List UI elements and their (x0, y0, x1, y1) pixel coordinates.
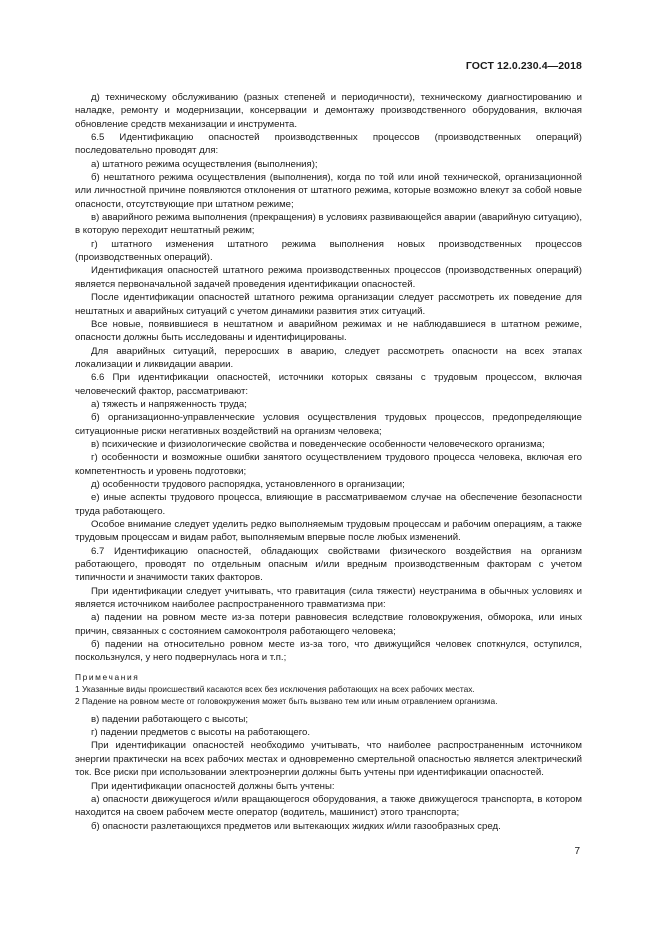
list-item: б) опасности разлетающихся предметов или вытекающих жидких и/или газообразных сред. (91, 820, 501, 832)
list-item: в) аварийного режима выполнения (прекращения) в условиях развивающейся аварии (аварийную ситуацию), в которую переходит нештатный режим; (75, 212, 582, 237)
paragraph: После идентификации опасностей штатного режима организации следует рассмотреть их поведение для нештатных и аварийных ситуаций с учетом динамики развития этих ситуаций. (75, 292, 582, 317)
list-item: в) падении работающего с высоты; (91, 713, 249, 725)
paragraph: 6.7 Идентификацию опасностей, обладающих свойствами физического воздействия на организм работающего, проводят по отдельным опасным и/или вредным производственным факторам с учетом типичности и значимости таких факторов. (75, 545, 582, 584)
list-item: в) психические и физиологические свойства и поведенческие особенности человеческого организма; (91, 438, 545, 450)
paragraph: Идентификация опасностей штатного режима производственных процессов (производственных операций) является первоначальной задачей проведения идентификации опасностей. (75, 265, 582, 290)
list-item: а) опасности движущегося и/или вращающегося оборудования, а также движущегося транспорта, в котором находится на своем рабочем месте оператор (водитель, машинист) этого транспорта; (75, 793, 582, 819)
list-item: б) нештатного режима осуществления (выполнения), когда по той или иной технической, организационной или личностной причине появляются отклонения от штатного режима, которые возможно влекут за собой новые опасности, отсутствующие при штатном режиме; (75, 172, 582, 210)
list-item: б) организационно-управленческие условия осуществления трудовых процессов, предопределяющие ситуационные риски негативных воздействий на организм человека; (75, 412, 582, 437)
document-body (75, 91, 582, 833)
list-item: д) особенности трудового распорядка, установленного в организации; (91, 478, 405, 490)
notes-block (75, 671, 582, 707)
document-code-header: ГОСТ 12.0.230.4—2018 (465, 60, 582, 72)
paragraph: Все новые, появившиеся в нештатном и аварийном режимах и не наблюдавшиеся в штатном режиме, опасности должны быть исследованы и идентифицированы. (75, 318, 582, 344)
note-item: 1 Указанные виды происшествий касаются всех без исключения работающих на всех рабочих местах. (75, 683, 475, 694)
paragraph: Особое внимание следует уделить редко выполняемым трудовым процессам и рабочим операциям, а также трудовым процессам и видам работ, выполняемым впервые после любых изменений. (75, 519, 582, 544)
paragraph: 6.6 При идентификации опасностей, источники которых связаны с трудовым процессом, включая человеческий фактор, рассматривают: (75, 372, 582, 397)
list-item: г) штатного изменения штатного режима выполнения новых производственных процессов (производственных операций). (75, 238, 582, 264)
list-item: г) падении предметов с высоты на работающего. (91, 727, 311, 739)
paragraph: При идентификации опасностей должны быть учтены: (91, 780, 335, 792)
note-item: 2 Падение на ровном месте от головокружения может быть вызвано тем или иным отравлением организма. (75, 695, 498, 706)
notes-title: Примечания (75, 671, 140, 682)
list-item: б) падении на относительно ровном месте из-за того, что движущийся человек споткнулся, оступился, поскользнулся, у него подвернулась нога и т.п.; (75, 639, 582, 664)
list-item: а) штатного режима осуществления (выполнения); (91, 158, 318, 170)
page-number: 7 (574, 846, 580, 857)
paragraph: 6.5 Идентификацию опасностей производственных процессов (производственных операций) последовательно проводят для: (75, 132, 582, 157)
paragraph: д) техническому обслуживанию (разных степеней и периодичности), техническому диагностированию и наладке, ремонту и модернизации, консервации и демонтажу производственного оборудования, включая обновление средств механизации и инструмента. (75, 92, 582, 130)
list-item: а) падении на ровном месте из-за потери равновесия вследствие головокружения, обморока, или иных причин, связанных с состоянием самоконтроля работающего человека; (75, 612, 582, 637)
list-item: а) тяжесть и напряженность труда; (91, 398, 247, 410)
paragraph: При идентификации опасностей необходимо учитывать, что наиболее распространенным источником энергии практически на всех рабочих местах и одновременно смертельной опасностью является электрический ток. Все риски при использовании электроэнергии должны быть учтены при идентификации опасностей. (75, 740, 582, 779)
paragraph: Для аварийных ситуаций, переросших в аварию, следует рассмотреть опасности на всех этапах локализации и ликвидации аварии. (75, 345, 582, 370)
paragraph: При идентификации следует учитывать, что гравитация (сила тяжести) неустранима в обычных условиях и является источником наиболее распространенного травматизма при: (75, 585, 582, 611)
list-item: г) особенности и возможные ошибки занятого осуществлением трудового процесса человека, включая его компетентность и уровень подготовки; (75, 452, 582, 477)
list-item: е) иные аспекты трудового процесса, влияющие в рассматриваемом случае на обеспечение безопасности труда работающего. (75, 492, 582, 517)
